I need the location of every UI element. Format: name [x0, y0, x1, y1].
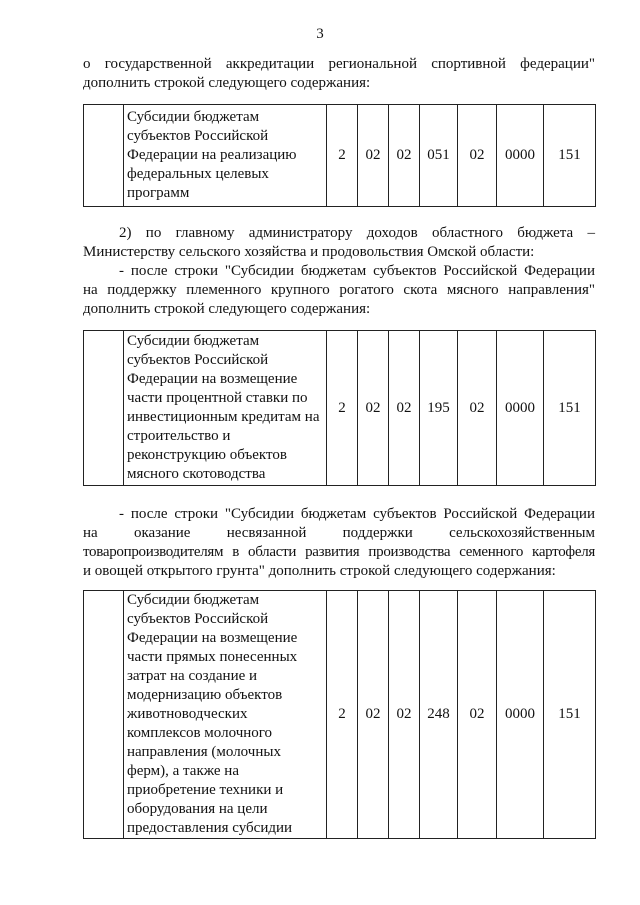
budget-row-table-2 [83, 330, 596, 486]
budget-row-table-3 [83, 590, 596, 839]
name-line: животноводческих [127, 706, 248, 722]
name-line: части процентной ставки по [127, 390, 308, 406]
intro-line-1: о государственной аккредитации региональной спортивной федерации" [83, 56, 595, 72]
code-cell: 02 [358, 105, 389, 207]
name-line: комплексов молочного [127, 725, 273, 741]
section-3-paragraph [83, 505, 595, 581]
intro-line-2: дополнить строкой следующего содержания: [83, 75, 371, 91]
section2-line-2: Министерству сельского хозяйства и продовольствия Омской области: [83, 244, 535, 260]
section2-line-5: дополнить строкой следующего содержания: [83, 301, 371, 317]
name-line: федеральных целевых [127, 166, 269, 182]
name-line: модернизацию объектов [127, 687, 283, 703]
page-number: 3 [316, 26, 324, 42]
section3-line-3: товаропроизводителям в области развития производства семенного картофеля [83, 544, 595, 560]
section3-line-1: - после строки "Субсидии бюджетам субъектов Российской Федерации [119, 506, 595, 522]
code-cell: 051 [420, 105, 458, 207]
section2-line-1: 2) по главному администратору доходов областного бюджета – [119, 225, 595, 241]
section3-line-2: на оказание несвязанной поддержки сельскохозяйственным [83, 525, 595, 541]
code-cell: 2 [327, 105, 358, 207]
revenue-name-cell [124, 331, 327, 486]
code-cell: 0000 [497, 105, 544, 207]
code-cell: 0000 [497, 331, 544, 486]
name-line: части прямых понесенных [127, 649, 298, 665]
name-line: Субсидии бюджетам [127, 333, 260, 349]
code-cell: 151 [544, 591, 596, 839]
name-line: Субсидии бюджетам [127, 592, 260, 608]
name-line: мясного скотоводства [127, 466, 266, 482]
code-cell: 02 [358, 591, 389, 839]
name-line: оборудования на цели [127, 801, 268, 817]
name-line: Федерации на реализацию [127, 147, 297, 163]
name-line: субъектов Российской [127, 352, 269, 368]
name-line: субъектов Российской [127, 611, 269, 627]
name-line: программ [127, 185, 190, 201]
name-line: инвестиционным кредитам на [127, 409, 320, 425]
code-cell: 02 [458, 591, 497, 839]
intro-paragraph [83, 55, 595, 93]
code-cell: 02 [458, 331, 497, 486]
name-line: ферм), а также на [127, 763, 239, 779]
code-cell: 2 [327, 591, 358, 839]
empty-code-cell [84, 331, 124, 486]
name-line: направления (молочных [127, 744, 281, 760]
code-cell: 0000 [497, 591, 544, 839]
name-line: Федерации на возмещение [127, 371, 298, 387]
empty-code-cell [84, 105, 124, 207]
code-cell: 151 [544, 105, 596, 207]
code-cell: 02 [389, 105, 420, 207]
code-cell: 2 [327, 331, 358, 486]
code-cell: 151 [544, 331, 596, 486]
name-line: затрат на создание и [127, 668, 258, 684]
code-cell: 02 [389, 331, 420, 486]
section-2-paragraph [83, 224, 595, 319]
section2-line-4: на поддержку племенного крупного рогатого скота мясного направления" [83, 282, 595, 298]
section3-line-4: и овощей открытого грунта" дополнить строкой следующего содержания: [83, 563, 556, 579]
code-cell: 02 [458, 105, 497, 207]
name-line: Федерации на возмещение [127, 630, 298, 646]
name-line: приобретение техники и [127, 782, 284, 798]
name-line: реконструкцию объектов [127, 447, 287, 463]
empty-code-cell [84, 591, 124, 839]
budget-row-table-1 [83, 104, 596, 207]
name-line: Субсидии бюджетам [127, 109, 260, 125]
name-line: предоставления субсидии [127, 820, 293, 836]
section2-line-3: - после строки "Субсидии бюджетам субъектов Российской Федерации [119, 263, 595, 279]
code-cell: 02 [358, 331, 389, 486]
code-cell: 02 [389, 591, 420, 839]
name-line: субъектов Российской [127, 128, 269, 144]
name-line: строительство и [127, 428, 231, 444]
revenue-name-cell [124, 105, 327, 207]
code-cell: 248 [420, 591, 458, 839]
code-cell: 195 [420, 331, 458, 486]
revenue-name-cell [124, 591, 327, 839]
